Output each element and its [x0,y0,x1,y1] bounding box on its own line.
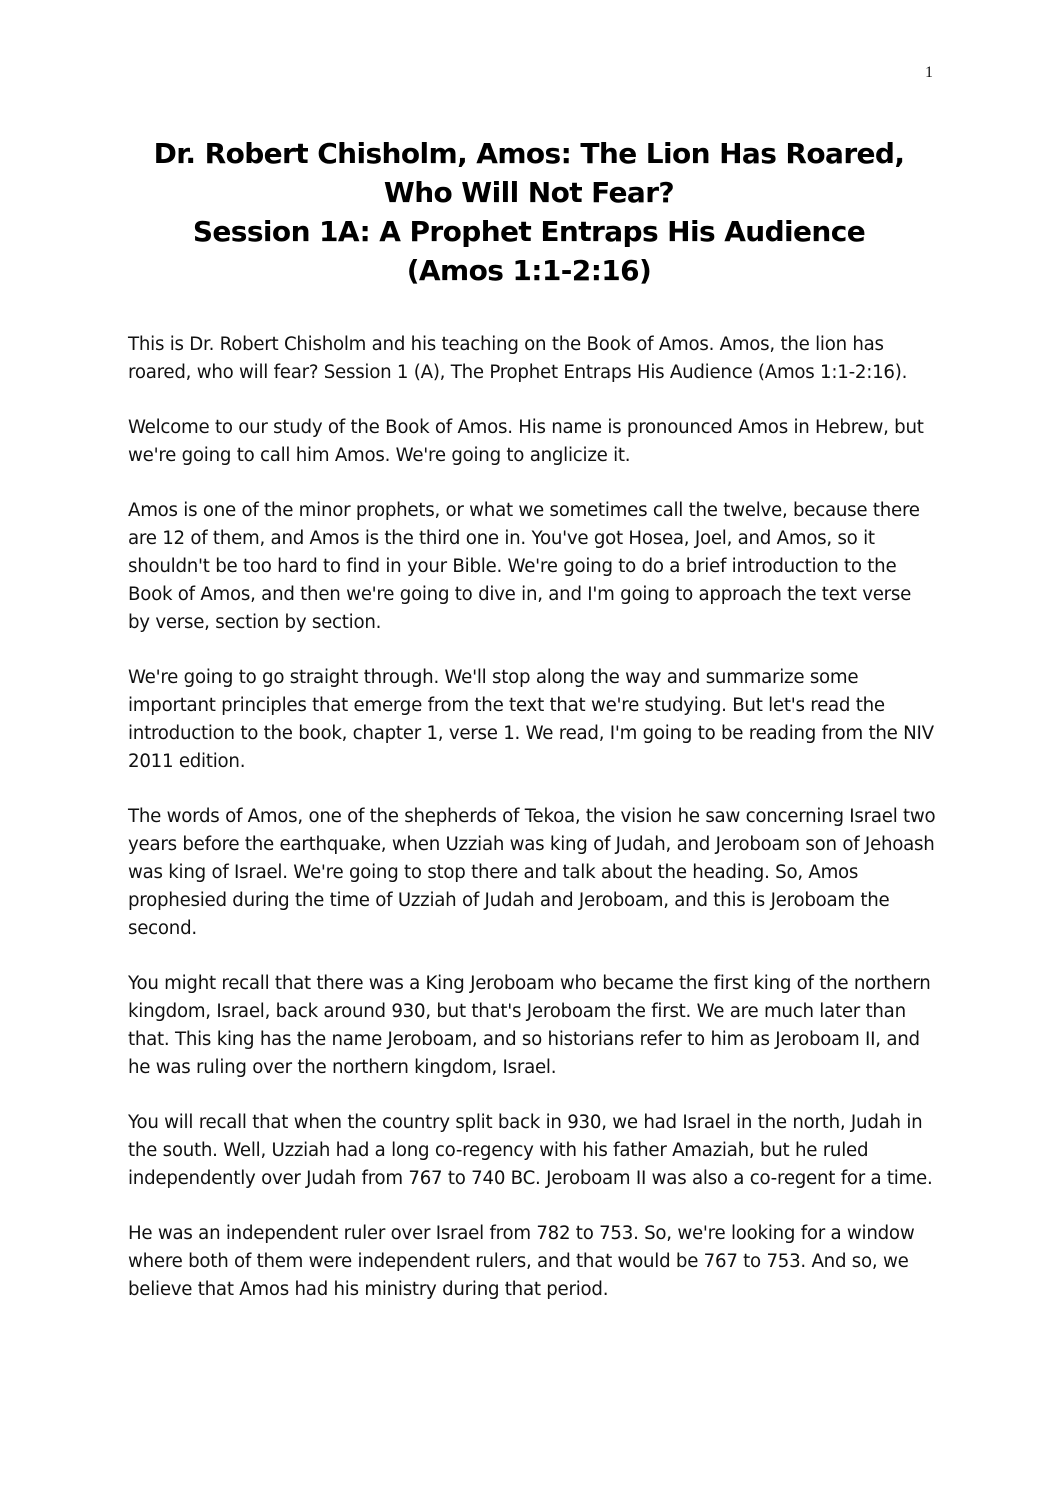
page-number: 1 [925,64,933,81]
paragraph-2: Welcome to our study of the Book of Amos. His name is pronounced Amos in Hebrew, but we're going to call him Amos. We're going to anglicize it. [128,417,924,466]
title-line-3: Session 1A: A Prophet Entraps His Audience [192,215,866,248]
paragraph-7: You will recall that when the country split back in 930, we had Israel in the north, Judah in the south. Well, Uzziah had a long co-regency with his father Amaziah, but he ruled independently over Judah from 767 to 740 BC. Jeroboam II was also a co-regent for a time. [128,1112,933,1189]
title-line-2: Who Will Not Fear? [383,176,675,209]
body-text [128,331,938,1331]
paragraph-6: You might recall that there was a King Jeroboam who became the first king of the northern kingdom, Israel, back around 930, but that's Jeroboam the first. We are much later than that. This king has the name Jeroboam, and so historians refer to him as Jeroboam II, and he was ruling over the northern kingdom, Israel. [128,973,931,1078]
title-line-4: (Amos 1:1-2:16) [406,254,652,287]
paragraph-8: He was an independent ruler over Israel from 782 to 753. So, we're looking for a window where both of them were independent rulers, and that would be 767 to 753. And so, we believe that Amos had his ministry during that period. [128,1223,915,1300]
paragraph-5: The words of Amos, one of the shepherds of Tekoa, the vision he saw concerning Israel two years before the earthquake, when Uzziah was king of Judah, and Jeroboam son of Jehoash was king of Israel. We're going to stop there and talk about the heading. So, Amos prophesied during the time of Uzziah of Judah and Jeroboam, and this is Jeroboam the second. [128,806,936,939]
paragraph-4: We're going to go straight through. We'll stop along the way and summarize some important principles that emerge from the text that we're studying. But let's read the introduction to the book, chapter 1, verse 1. We read, I'm going to be reading from the NIV 2011 edition. [128,667,934,772]
paragraph-1: This is Dr. Robert Chisholm and his teaching on the Book of Amos. Amos, the lion has roared, who will fear? Session 1 (A), The Prophet Entraps His Audience (Amos 1:1-2:16). [128,334,908,383]
paragraph-3: Amos is one of the minor prophets, or what we sometimes call the twelve, because there are 12 of them, and Amos is the third one in. You've got Hosea, Joel, and Amos, so it shouldn't be too hard to find in your Bible. We're going to do a brief introduction to the Book of Amos, and then we're going to dive in, and I'm going to approach the text verse by verse, section by section. [128,500,920,633]
title-line-1: Dr. Robert Chisholm, Amos: The Lion Has Roared, [153,137,905,170]
document-title [110,134,948,290]
